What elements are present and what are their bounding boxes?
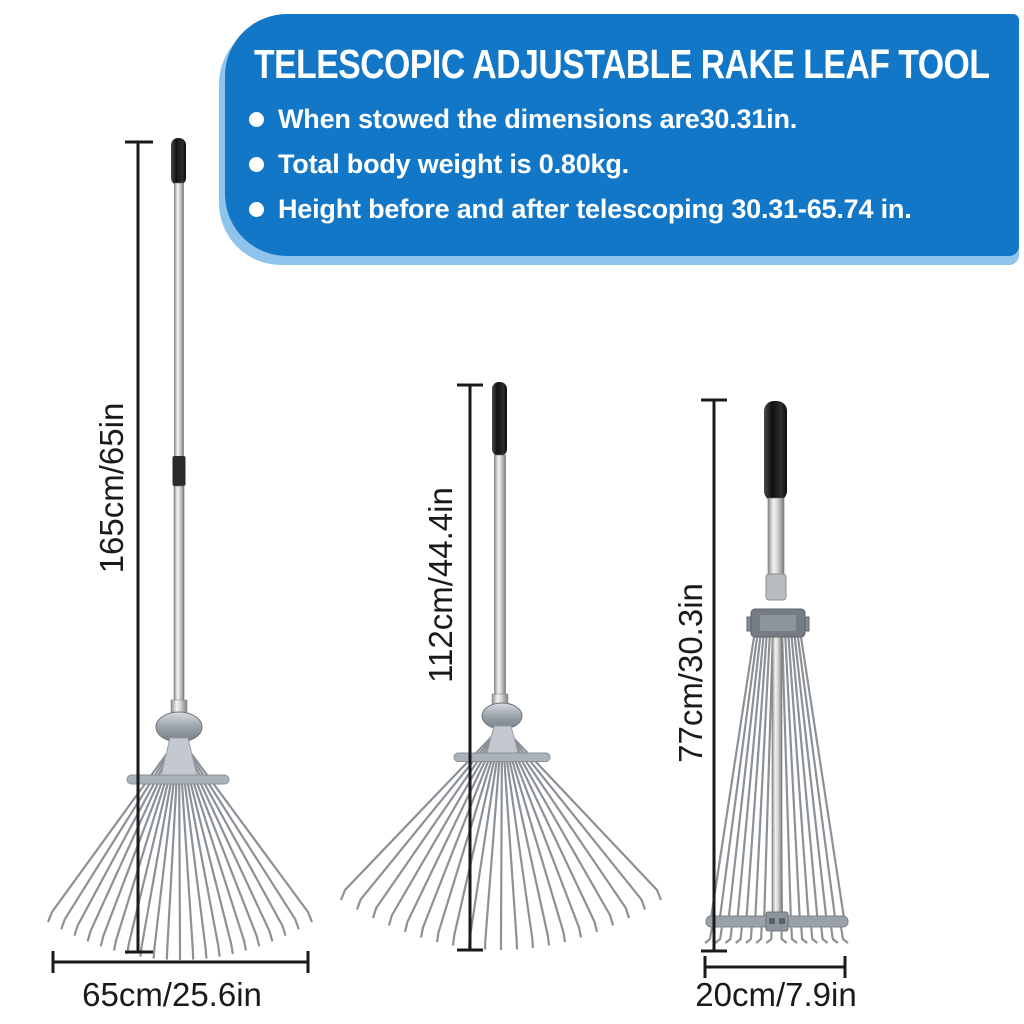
rake-cone: [487, 726, 518, 753]
rake-head-hole: [779, 918, 785, 924]
feature-text: When stowed the dimensions are30.31in.: [278, 103, 798, 134]
rake-cone: [161, 738, 197, 776]
height-label-extended: 165cm/65in: [93, 402, 130, 574]
rake-grip: [492, 382, 507, 456]
rake-pole: [768, 498, 784, 578]
rake-grip: [764, 401, 787, 501]
feature-text: Total body weight is 0.80kg.: [278, 148, 629, 179]
rake-lock-sleeve: [173, 456, 186, 486]
rake-pole: [495, 455, 506, 695]
rake-spreader-bar: [454, 753, 550, 762]
height-label-stowed: 77cm/30.3in: [672, 583, 709, 763]
rake-bracket-plate: [760, 615, 796, 631]
rake-pole-lower: [174, 486, 184, 702]
spread-label-extended: 65cm/25.6in: [82, 976, 262, 1013]
height-label-mid: 112cm/44.4in: [422, 487, 459, 683]
rake-joint-collar: [766, 574, 786, 600]
rake-stowed-graphic: [705, 401, 848, 943]
banner-title: TELESCOPIC ADJUSTABLE RAKE LEAF TOOL: [254, 41, 990, 87]
rake-pole-upper: [175, 183, 184, 458]
spread-label-stowed: 20cm/7.9in: [695, 976, 857, 1013]
rake-grip: [171, 138, 186, 185]
rake-hub: [482, 703, 522, 729]
rake-mid-graphic: [341, 382, 661, 950]
rake-center-shaft: [772, 637, 782, 919]
rake-spreader-bar: [127, 775, 229, 784]
rake-extended-graphic: [48, 138, 312, 960]
rake-head-hole: [769, 918, 775, 924]
feature-text: Height before and after telescoping 30.31-65.74 in.: [278, 193, 912, 224]
